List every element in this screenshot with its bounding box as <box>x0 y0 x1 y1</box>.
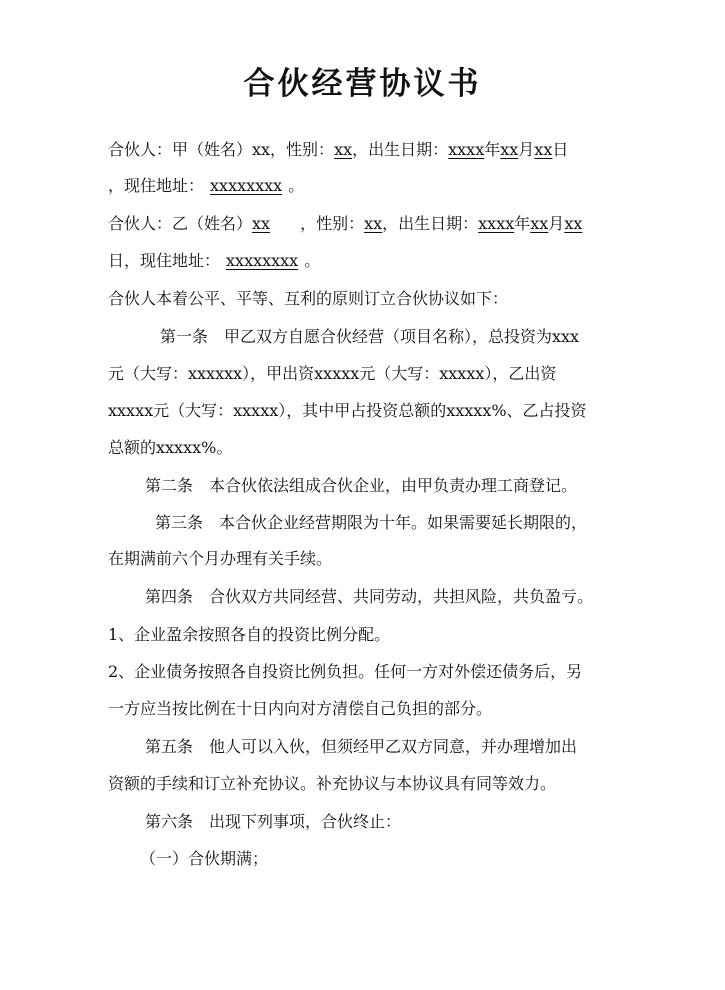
party-a-prefix: 合伙人：甲（姓名）xx，性别： <box>108 140 335 159</box>
article-1-line-1: 第一条 甲乙双方自愿合伙经营（项目名称），总投资为xxx <box>160 327 580 346</box>
article-1-line-2: 元（大写：xxxxxx），甲出资xxxxx元（大写：xxxxx），乙出资 <box>108 364 557 383</box>
article-3-line-1: 第三条 本合伙企业经营期限为十年。如果需要延长期限的， <box>155 513 588 532</box>
party-b-dob-label: ，出生日期： <box>382 214 479 233</box>
article-4-item-1: 1、企业盈余按照各自的投资比例分配。 <box>108 625 391 644</box>
intro-paragraph: 合伙人本着公平、平等、互利的原则订立合伙协议如下： <box>108 289 509 308</box>
party-a-addr-end: 。 <box>288 176 305 195</box>
party-b-line-1 <box>108 214 582 234</box>
party-b-dob-day: xx <box>564 214 583 233</box>
article-6: 第六条 出现下列事项，合伙终止： <box>145 812 402 831</box>
article-4-item-2-line-2: 一方应当按比例在十日内向对方清偿自己负担的部分。 <box>108 699 493 718</box>
party-a-dob-day: xx <box>534 140 553 159</box>
article-6-item-1: （一）合伙期满； <box>140 849 269 868</box>
article-2: 第二条 本合伙依法组成合伙企业，由甲负责办理工商登记。 <box>145 476 578 495</box>
article-5-line-1: 第五条 他人可以入伙，但须经甲乙双方同意，并办理增加出 <box>145 737 578 756</box>
party-a-dob-label: ，出生日期： <box>352 140 449 159</box>
party-b-addr-end: 。 <box>304 251 321 270</box>
party-b-dob-year: xxxx <box>478 214 515 233</box>
document-title: 合伙经营协议书 <box>243 66 482 102</box>
article-4: 第四条 合伙双方共同经营、共同劳动，共担风险，共负盈亏。 <box>145 587 594 606</box>
party-b-prefix: 合伙人：乙（姓名） <box>108 214 253 233</box>
party-b-month-char: 月 <box>548 214 565 233</box>
party-a-line-1 <box>108 140 568 160</box>
party-a-day-char: 日 <box>552 140 569 159</box>
article-4-item-2-line-1: 2、企业债务按照各自投资比例负担。任何一方对外偿还债务后，另 <box>108 662 583 681</box>
article-1-line-3: xxxxx元（大写：xxxxx），其中甲占投资总额的xxxxx%、乙占投资 <box>108 401 587 420</box>
party-a-gender: xx <box>334 140 353 159</box>
party-a-line-2 <box>108 176 304 196</box>
party-a-addr-label: ，现住地址： <box>108 176 205 195</box>
party-b-gender: xx <box>364 214 383 233</box>
party-b-name: xx <box>252 214 271 233</box>
party-a-year-char: 年 <box>484 140 501 159</box>
party-b-gender-label: ，性别： <box>300 214 365 233</box>
party-b-address: xxxxxxxx <box>226 251 299 270</box>
party-b-year-char: 年 <box>514 214 531 233</box>
party-b-line2-prefix: 日，现住地址： <box>108 251 221 270</box>
article-1-line-4: 总额的xxxxx%。 <box>108 438 233 457</box>
party-b-dob-month: xx <box>530 214 549 233</box>
article-5-line-2: 资额的手续和订立补充协议。补充协议与本协议具有同等效力。 <box>108 774 557 793</box>
party-a-month-char: 月 <box>518 140 535 159</box>
party-b-line-2 <box>108 251 320 271</box>
party-a-address: xxxxxxxx <box>210 176 283 195</box>
party-a-dob-month: xx <box>500 140 519 159</box>
article-3-line-2: 在期满前六个月办理有关手续。 <box>108 549 333 568</box>
party-a-dob-year: xxxx <box>448 140 485 159</box>
